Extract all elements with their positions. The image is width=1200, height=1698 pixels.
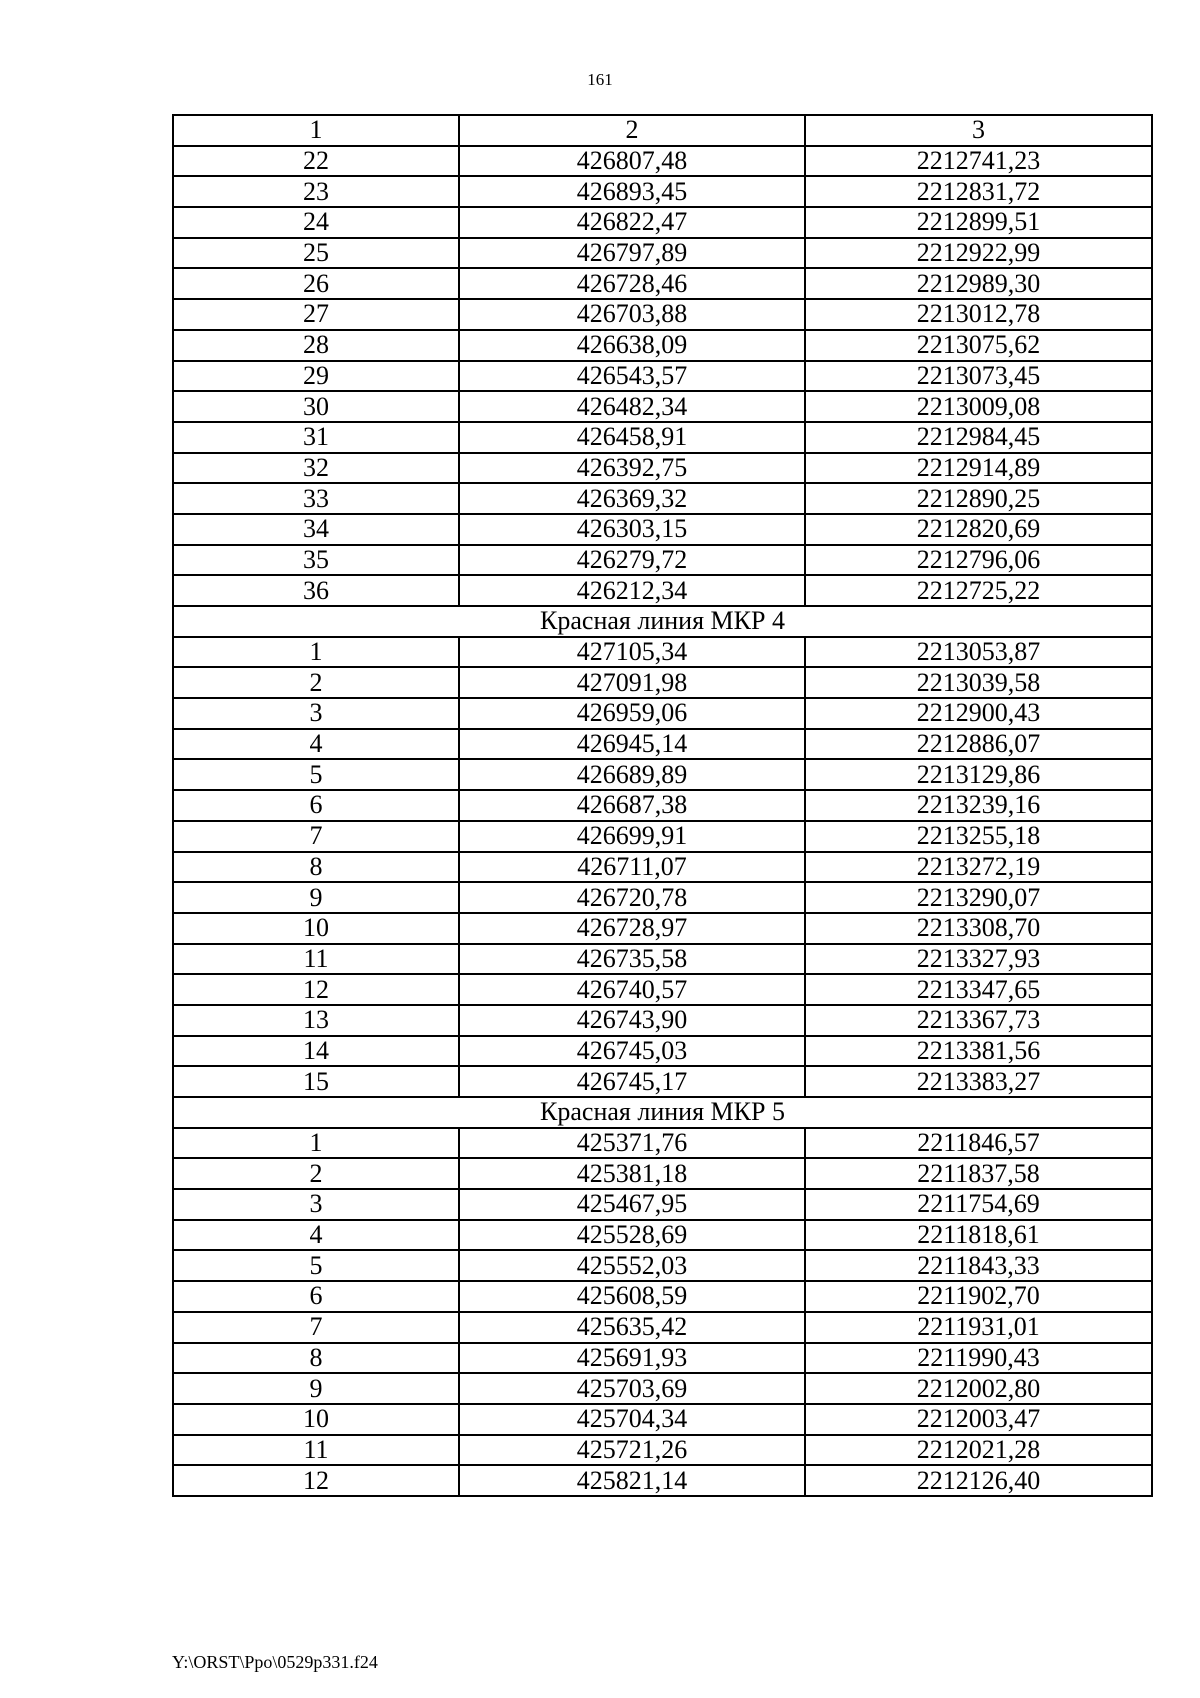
y-coordinate-cell: 2211931,01 <box>805 1312 1152 1343</box>
table-row <box>173 821 1152 852</box>
x-coordinate-cell: 426638,09 <box>459 330 805 361</box>
y-coordinate-cell: 2213239,16 <box>805 790 1152 821</box>
x-coordinate-cell: 426482,34 <box>459 391 805 422</box>
table-header-row <box>173 115 1152 146</box>
point-number-cell: 15 <box>173 1066 459 1097</box>
y-coordinate-cell: 2211754,69 <box>805 1189 1152 1220</box>
table-row <box>173 974 1152 1005</box>
point-number-cell: 9 <box>173 882 459 913</box>
x-coordinate-cell: 425371,76 <box>459 1128 805 1159</box>
y-coordinate-cell: 2213290,07 <box>805 882 1152 913</box>
x-coordinate-cell: 427091,98 <box>459 667 805 698</box>
point-number-cell: 25 <box>173 238 459 269</box>
x-coordinate-cell: 426711,07 <box>459 852 805 883</box>
point-number-cell: 28 <box>173 330 459 361</box>
table-row <box>173 391 1152 422</box>
y-coordinate-cell: 2212900,43 <box>805 698 1152 729</box>
table-row <box>173 1066 1152 1097</box>
y-coordinate-cell: 2213012,78 <box>805 299 1152 330</box>
x-coordinate-cell: 426740,57 <box>459 974 805 1005</box>
point-number-cell: 12 <box>173 974 459 1005</box>
x-coordinate-cell: 426728,46 <box>459 268 805 299</box>
x-coordinate-cell: 426893,45 <box>459 176 805 207</box>
point-number-cell: 31 <box>173 422 459 453</box>
column-header-y: 3 <box>805 115 1152 146</box>
x-coordinate-cell: 426822,47 <box>459 207 805 238</box>
x-coordinate-cell: 426728,97 <box>459 913 805 944</box>
point-number-cell: 11 <box>173 1435 459 1466</box>
x-coordinate-cell: 426392,75 <box>459 453 805 484</box>
table-row <box>173 483 1152 514</box>
y-coordinate-cell: 2213347,65 <box>805 974 1152 1005</box>
x-coordinate-cell: 426745,03 <box>459 1036 805 1067</box>
point-number-cell: 29 <box>173 361 459 392</box>
x-coordinate-cell: 426703,88 <box>459 299 805 330</box>
page-number: 161 <box>587 70 613 89</box>
coordinates-table <box>172 114 1153 1497</box>
x-coordinate-cell: 427105,34 <box>459 637 805 668</box>
y-coordinate-cell: 2213381,56 <box>805 1036 1152 1067</box>
table-row <box>173 759 1152 790</box>
x-coordinate-cell: 425467,95 <box>459 1189 805 1220</box>
section-title-row <box>173 1097 1152 1128</box>
y-coordinate-cell: 2213073,45 <box>805 361 1152 392</box>
table-row <box>173 637 1152 668</box>
point-number-cell: 27 <box>173 299 459 330</box>
y-coordinate-cell: 2213053,87 <box>805 637 1152 668</box>
y-coordinate-cell: 2212899,51 <box>805 207 1152 238</box>
y-coordinate-cell: 2213255,18 <box>805 821 1152 852</box>
table-row <box>173 330 1152 361</box>
point-number-cell: 22 <box>173 146 459 177</box>
table-row <box>173 1465 1152 1496</box>
table-row <box>173 146 1152 177</box>
table-row <box>173 913 1152 944</box>
x-coordinate-cell: 426797,89 <box>459 238 805 269</box>
point-number-cell: 14 <box>173 1036 459 1067</box>
x-coordinate-cell: 425703,69 <box>459 1373 805 1404</box>
table-row <box>173 176 1152 207</box>
x-coordinate-cell: 426212,34 <box>459 575 805 606</box>
x-coordinate-cell: 425635,42 <box>459 1312 805 1343</box>
coordinates-table-body <box>173 115 1152 1496</box>
table-row <box>173 575 1152 606</box>
x-coordinate-cell: 426689,89 <box>459 759 805 790</box>
x-coordinate-cell: 426720,78 <box>459 882 805 913</box>
x-coordinate-cell: 426458,91 <box>459 422 805 453</box>
table-row <box>173 852 1152 883</box>
table-row <box>173 1128 1152 1159</box>
point-number-cell: 30 <box>173 391 459 422</box>
x-coordinate-cell: 426279,72 <box>459 545 805 576</box>
table-row <box>173 1373 1152 1404</box>
y-coordinate-cell: 2213272,19 <box>805 852 1152 883</box>
point-number-cell: 1 <box>173 1128 459 1159</box>
x-coordinate-cell: 425528,69 <box>459 1220 805 1251</box>
y-coordinate-cell: 2213129,86 <box>805 759 1152 790</box>
point-number-cell: 1 <box>173 637 459 668</box>
footer-file-path: Y:\ORST\Ppo\0529p331.f24 <box>172 1652 378 1672</box>
table-row <box>173 1036 1152 1067</box>
x-coordinate-cell: 426699,91 <box>459 821 805 852</box>
point-number-cell: 6 <box>173 1281 459 1312</box>
table-row <box>173 268 1152 299</box>
table-row <box>173 1005 1152 1036</box>
point-number-cell: 4 <box>173 729 459 760</box>
table-row <box>173 545 1152 576</box>
table-row <box>173 1250 1152 1281</box>
point-number-cell: 26 <box>173 268 459 299</box>
y-coordinate-cell: 2212002,80 <box>805 1373 1152 1404</box>
x-coordinate-cell: 426959,06 <box>459 698 805 729</box>
y-coordinate-cell: 2212984,45 <box>805 422 1152 453</box>
y-coordinate-cell: 2213308,70 <box>805 913 1152 944</box>
x-coordinate-cell: 426743,90 <box>459 1005 805 1036</box>
y-coordinate-cell: 2212741,23 <box>805 146 1152 177</box>
y-coordinate-cell: 2212003,47 <box>805 1404 1152 1435</box>
x-coordinate-cell: 426745,17 <box>459 1066 805 1097</box>
y-coordinate-cell: 2213327,93 <box>805 944 1152 975</box>
table-row <box>173 667 1152 698</box>
point-number-cell: 24 <box>173 207 459 238</box>
point-number-cell: 8 <box>173 1343 459 1374</box>
x-coordinate-cell: 425608,59 <box>459 1281 805 1312</box>
y-coordinate-cell: 2212914,89 <box>805 453 1152 484</box>
x-coordinate-cell: 426543,57 <box>459 361 805 392</box>
table-row <box>173 207 1152 238</box>
table-row <box>173 422 1152 453</box>
y-coordinate-cell: 2212126,40 <box>805 1465 1152 1496</box>
section-title-row <box>173 606 1152 637</box>
y-coordinate-cell: 2211837,58 <box>805 1158 1152 1189</box>
table-row <box>173 299 1152 330</box>
table-row <box>173 790 1152 821</box>
section-title: Красная линия МКР 5 <box>173 1097 1152 1128</box>
table-row <box>173 729 1152 760</box>
y-coordinate-cell: 2212886,07 <box>805 729 1152 760</box>
y-coordinate-cell: 2212922,99 <box>805 238 1152 269</box>
point-number-cell: 32 <box>173 453 459 484</box>
table-row <box>173 1343 1152 1374</box>
y-coordinate-cell: 2211818,61 <box>805 1220 1152 1251</box>
point-number-cell: 3 <box>173 1189 459 1220</box>
y-coordinate-cell: 2212989,30 <box>805 268 1152 299</box>
point-number-cell: 33 <box>173 483 459 514</box>
y-coordinate-cell: 2213009,08 <box>805 391 1152 422</box>
point-number-cell: 3 <box>173 698 459 729</box>
column-header-number: 1 <box>173 115 459 146</box>
point-number-cell: 4 <box>173 1220 459 1251</box>
x-coordinate-cell: 425552,03 <box>459 1250 805 1281</box>
point-number-cell: 7 <box>173 1312 459 1343</box>
y-coordinate-cell: 2212725,22 <box>805 575 1152 606</box>
section-title: Красная линия МКР 4 <box>173 606 1152 637</box>
x-coordinate-cell: 425821,14 <box>459 1465 805 1496</box>
x-coordinate-cell: 425381,18 <box>459 1158 805 1189</box>
point-number-cell: 13 <box>173 1005 459 1036</box>
table-row <box>173 1189 1152 1220</box>
point-number-cell: 10 <box>173 1404 459 1435</box>
y-coordinate-cell: 2211902,70 <box>805 1281 1152 1312</box>
y-coordinate-cell: 2211843,33 <box>805 1250 1152 1281</box>
point-number-cell: 12 <box>173 1465 459 1496</box>
y-coordinate-cell: 2211846,57 <box>805 1128 1152 1159</box>
table-row <box>173 514 1152 545</box>
x-coordinate-cell: 426369,32 <box>459 483 805 514</box>
point-number-cell: 2 <box>173 1158 459 1189</box>
table-row <box>173 361 1152 392</box>
y-coordinate-cell: 2213383,27 <box>805 1066 1152 1097</box>
table-row <box>173 453 1152 484</box>
point-number-cell: 23 <box>173 176 459 207</box>
x-coordinate-cell: 426735,58 <box>459 944 805 975</box>
x-coordinate-cell: 426687,38 <box>459 790 805 821</box>
column-header-x: 2 <box>459 115 805 146</box>
x-coordinate-cell: 425691,93 <box>459 1343 805 1374</box>
table-row <box>173 944 1152 975</box>
point-number-cell: 6 <box>173 790 459 821</box>
table-row <box>173 238 1152 269</box>
y-coordinate-cell: 2212820,69 <box>805 514 1152 545</box>
y-coordinate-cell: 2213075,62 <box>805 330 1152 361</box>
x-coordinate-cell: 426807,48 <box>459 146 805 177</box>
table-row <box>173 1435 1152 1466</box>
point-number-cell: 5 <box>173 1250 459 1281</box>
point-number-cell: 8 <box>173 852 459 883</box>
point-number-cell: 35 <box>173 545 459 576</box>
point-number-cell: 10 <box>173 913 459 944</box>
table-row <box>173 1220 1152 1251</box>
table-row <box>173 698 1152 729</box>
point-number-cell: 5 <box>173 759 459 790</box>
x-coordinate-cell: 425721,26 <box>459 1435 805 1466</box>
y-coordinate-cell: 2212831,72 <box>805 176 1152 207</box>
y-coordinate-cell: 2211990,43 <box>805 1343 1152 1374</box>
y-coordinate-cell: 2212890,25 <box>805 483 1152 514</box>
point-number-cell: 9 <box>173 1373 459 1404</box>
point-number-cell: 11 <box>173 944 459 975</box>
point-number-cell: 36 <box>173 575 459 606</box>
table-row <box>173 1281 1152 1312</box>
table-row <box>173 1312 1152 1343</box>
table-row <box>173 1158 1152 1189</box>
y-coordinate-cell: 2212021,28 <box>805 1435 1152 1466</box>
x-coordinate-cell: 425704,34 <box>459 1404 805 1435</box>
y-coordinate-cell: 2213039,58 <box>805 667 1152 698</box>
point-number-cell: 7 <box>173 821 459 852</box>
table-row <box>173 882 1152 913</box>
table-row <box>173 1404 1152 1435</box>
point-number-cell: 2 <box>173 667 459 698</box>
point-number-cell: 34 <box>173 514 459 545</box>
y-coordinate-cell: 2213367,73 <box>805 1005 1152 1036</box>
x-coordinate-cell: 426945,14 <box>459 729 805 760</box>
x-coordinate-cell: 426303,15 <box>459 514 805 545</box>
y-coordinate-cell: 2212796,06 <box>805 545 1152 576</box>
